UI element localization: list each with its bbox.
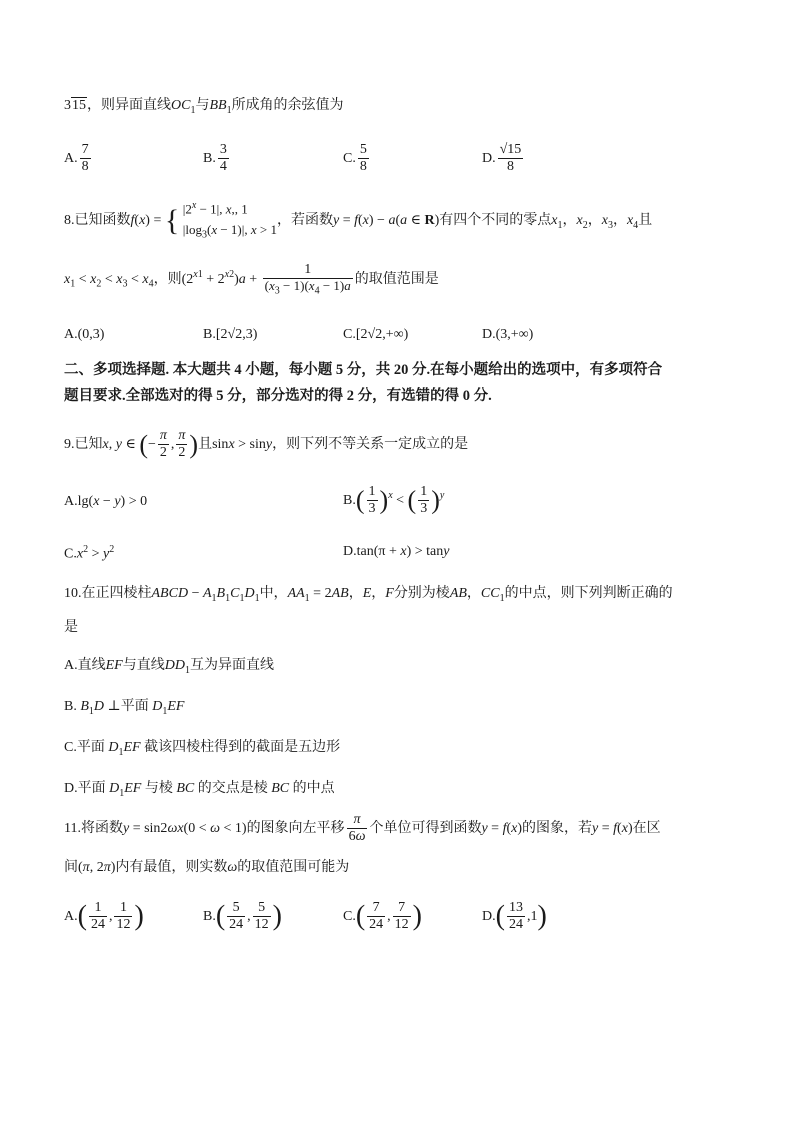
q8-option-d[interactable]: D.(3,+∞) <box>482 327 534 342</box>
q10-option-c[interactable]: C.平面 $D_1EF$ 截该四棱柱得到的截面是五边形 <box>64 740 341 758</box>
q11-option-c[interactable]: C.( $\frac{7}{24}$ , $\frac{7}{12}$ ) <box>343 900 422 933</box>
section-heading: 二、多项选择题. 本大题共 4 小题，每小题 5 分，共 20 分.在每小题给出的选项中，有多项符合 <box>64 362 663 378</box>
q7-stem: 315，则异面直线$OC_1$与$BB_1$所成角的余弦值为 <box>64 98 344 116</box>
section-heading-line2: 题目要求.全部选对的得 5 分，部分选对的得 2 分，有选错的得 0 分. <box>64 388 492 404</box>
q10-stem-line2: 是 <box>64 620 78 635</box>
q10-stem: 10.在正四棱柱ABCD − $A_1B_1C_1D_1$中，$AA_1 = 2AB$，E，F分别为棱AB，$CC_1$的中点，则下列判断正确的 <box>64 586 673 604</box>
q11-option-a[interactable]: A.( $\frac{1}{24}$ , $\frac{1}{12}$ ) <box>64 900 144 933</box>
q8-stem-line2: $x_1 < x_2 < x_3 < x_4$，则$(2^{x1} + 2^{x2})a$ + $\frac{1}{(x_3 - 1)(x_4 - 1)a}$ 的取值范围是 <box>64 262 439 297</box>
q8-option-a[interactable]: A.(0,3) <box>64 327 105 342</box>
q8-option-b[interactable]: B.[2√2,3) <box>203 327 258 342</box>
q9-option-b[interactable]: B.( $\frac{1}{3}$ )$^x$ < ( $\frac{1}{3}$ )$^y$ <box>343 484 445 517</box>
q10-option-a[interactable]: A.直线EF与直线$DD_1$互为异面直线 <box>64 658 274 676</box>
q9-option-d[interactable]: D.tan(π + x) > tany <box>343 544 450 559</box>
q7-option-a[interactable]: A. $\frac{7}{8}$ <box>64 142 89 175</box>
q7-option-b[interactable]: B. $\frac{3}{4}$ <box>203 142 227 175</box>
q7-option-c[interactable]: C. $\frac{5}{8}$ <box>343 142 367 175</box>
q10-option-b[interactable]: B. $B_1D$ ⊥平面 $D_1EF$ <box>64 699 185 717</box>
q11-option-b[interactable]: B.( $\frac{5}{24}$ , $\frac{5}{12}$ ) <box>203 900 282 933</box>
q8-stem-line1: 8.已知函数f(x) = { $|2^x - 1|$, x,, 1 $|\log_3(x - 1)|$, x > 1 ，若函数y = f(x) − a(a ∈ R)有四个不同的零点$x_1$，$x_2$，$x_3$，$x_4$且 <box>64 200 653 241</box>
q11-stem-line2: 间(π, 2π)内有最值，则实数ω的取值范围可能为 <box>64 860 350 875</box>
q9-stem: 9.已知x, y ∈ (− $\frac{\pi}{2}$ , $\frac{\pi}{2}$ )且sinx > siny，则下列不等关系一定成立的是 <box>64 428 469 461</box>
q11-option-d[interactable]: D.( $\frac{13}{24}$ ,1) <box>482 900 547 933</box>
q7-option-d[interactable]: D. $\frac{√15}{8}$ <box>482 142 522 175</box>
q9-option-a[interactable]: A.lg(x − y) > 0 <box>64 494 148 509</box>
q8-option-c[interactable]: C.[2√2,+∞) <box>343 327 409 342</box>
q11-stem: 11.将函数y = sin2ωx(0 < ω < 1)的图象向左平移 $\frac{\pi}{6\omega}$ 个单位可得到函数y = f(x)的图象，若y = f(x)在区 <box>64 812 661 845</box>
q10-option-d[interactable]: D.平面 $D_1EF$ 与棱 BC 的交点是棱 BC 的中点 <box>64 781 335 799</box>
q9-option-c[interactable]: $C.x^2 > y^2$ <box>64 544 115 562</box>
